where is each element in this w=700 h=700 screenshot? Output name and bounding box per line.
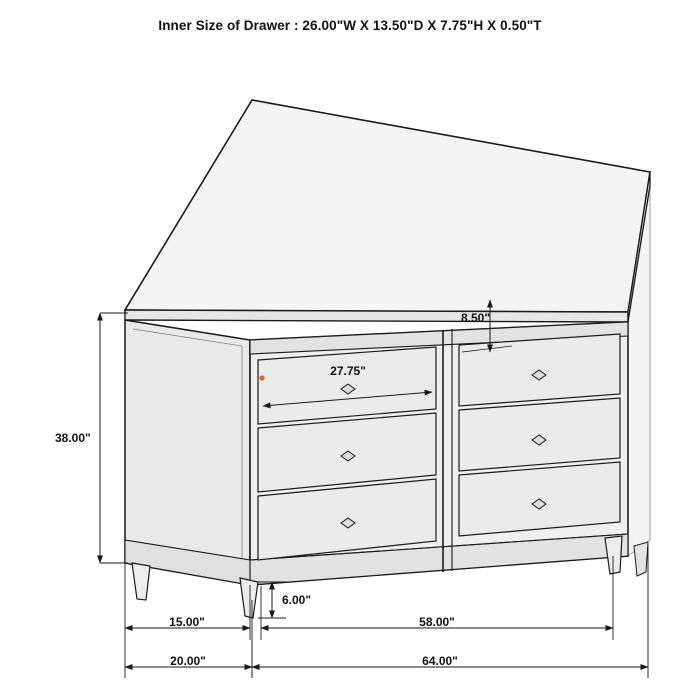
dim-label-leg: 6.00": [282, 593, 312, 607]
leg-front-right: [605, 536, 622, 574]
dim-label-depth-15: 15.00": [169, 615, 205, 629]
leg-back-right: [634, 542, 648, 576]
top-surface: [125, 100, 650, 312]
leg-front-left: [132, 563, 150, 600]
page-title: Inner Size of Drawer : 26.00"W X 13.50"D X 7.75"H X 0.50"T: [158, 18, 542, 33]
dim-label-drawer-width: 27.75": [330, 364, 366, 378]
dim-label-width-58: 58.00": [419, 615, 455, 629]
dim-label-depth-20: 20.00": [170, 654, 206, 668]
dresser-body: [125, 100, 650, 618]
accent-marker: [259, 375, 264, 380]
leg-center-left: [240, 578, 258, 618]
top-edge-thickness: [125, 310, 628, 322]
drawer-right-1[interactable]: [459, 334, 620, 406]
dim-label-width-64: 64.00": [422, 654, 458, 668]
drawer-right-2[interactable]: [459, 398, 620, 471]
dim-label-height: 38.00": [55, 431, 91, 445]
dim-label-drawer-height: 8.50": [461, 311, 491, 325]
